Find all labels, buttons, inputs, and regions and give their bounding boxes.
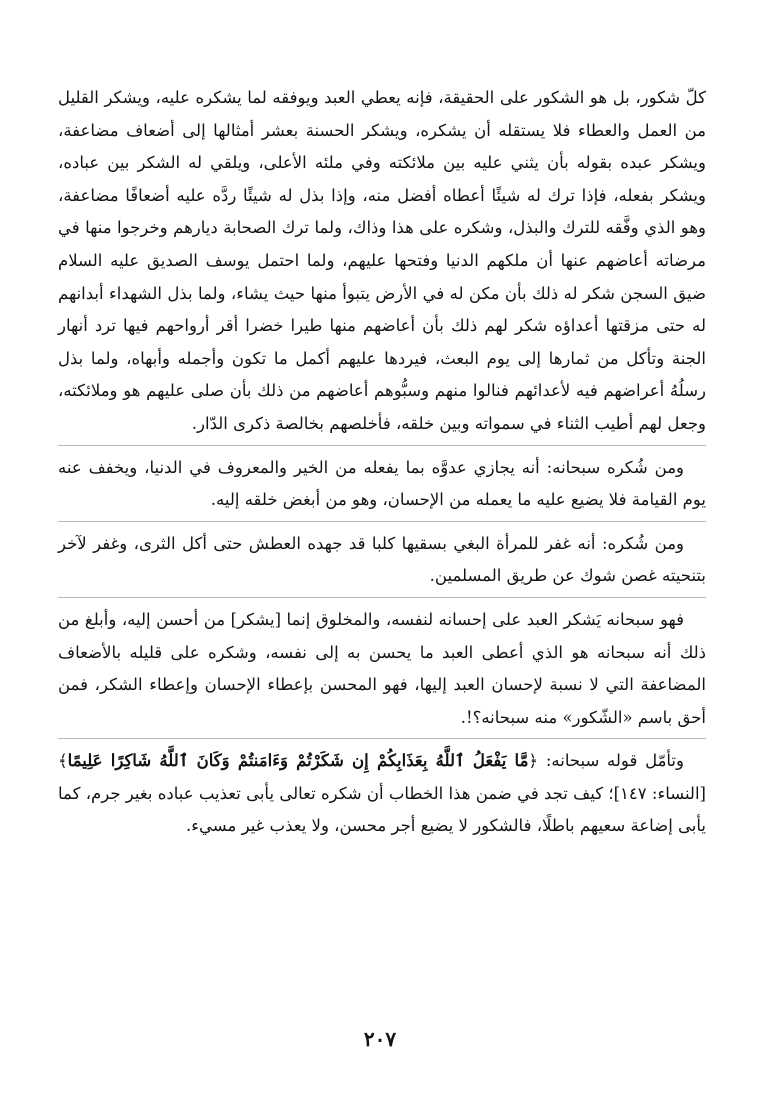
quran-bracket-close: ﴾ [58, 751, 68, 771]
paragraph-5 [58, 745, 706, 843]
paragraph-3: ومن شُكره: أنه غفر للمرأة البغي بسقيها كلبا قد جهده العطش حتى أكل الثرى، وغفر لآخر بتنحيته غصن شوك عن طريق المسلمين. [58, 533, 706, 586]
paragraph-5-intro: وتأمّل قوله سبحانه: [538, 751, 684, 771]
paragraph-divider [58, 445, 706, 446]
quran-bracket-open: ﴿ [528, 751, 539, 771]
paragraph-1: كلّ شكور، بل هو الشكور على الحقيقة، فإنه يعطي العبد ويوفقه لما يشكره عليه، ويشكر القليل من العمل والعطاء فلا يستقله أن يشكره، ويشكر الحسنة بعشر أمثالها إلى أضعاف مضاعفة، ويشكر عبده بقوله بأن يثني عليه بين ملائكته وفي ملئه الأعلى، ويلقي له الشكر بين عباده، ويشكر بفعله، فإذا ترك له شيئًا أعطاه أفضل منه، وإذا بذل له شيئًا ردَّه عليه أضعافًا مضاعفة، وهو الذي وفَّقه للترك والبذل، وشكره على هذا وذاك، ولما ترك الصحابة ديارهم وخرجوا منها في مرضاته أعاضهم عنها أن ملكهم الدنيا وفتحها عليهم، ولما احتمل يوسف الصديق عليه السلام ضيق السجن شكر له ذلك بأن مكن له في الأرض يتبوأ منها حيث يشاء، ولما بذل الشهداء أبدانهم له حتى مزقتها أعداؤه شكر لهم ذلك بأن أعاضهم منها طيرا خضرا أقر أرواحهم فيها ترد أنهار الجنة وتأكل من ثمارها إلى يوم البعث، فيردها عليهم أكمل ما تكون وأجمله وأبهاه، ولما بذل رسلُهُ أعراضهم فيه لأعدائهم فنالوا منهم وسبُّوهم أعاضهم من ذلك بأن صلى عليهم هو وملائكته، وجعل لهم أطيب الثناء في سمواته وبين خلقه، فأخلصهم بخالصة ذكرى الدّار. [58, 88, 706, 433]
page-number: ٢٠٧ [363, 1027, 397, 1051]
verse-citation: [النساء: ١٤٧] [613, 783, 706, 803]
paragraph-4: فهو سبحانه يَشكر العبد على إحسانه لنفسه، والمخلوق إنما [يشكر] من أحسن إليه، وأبلغ من ذلك أنه سبحانه هو الذي أعطى العبد ما يحسن به إلى نفسه، وشكره على قليله بالأضعاف المضاعفة التي لا نسبة لإحسان العبد إليها، فهو المحسن بإعطاء الإحسان وإعطاء الشكر، فمن أحق باسم «الشّكور» منه سبحانه؟!. [58, 609, 706, 727]
page-body [58, 82, 706, 843]
paragraph-divider [58, 738, 706, 739]
paragraph-5-rest: ؛ كيف تجد في ضمن هذا الخطاب أن شكره تعالى يأبى تعذيب عباده بغير جرم، كما يأبى إضاعة سعيهم باطلًا، فالشكور لا يضيع أجر محسن، ولا يعذب غير مسيء. [58, 783, 706, 836]
paragraph-2: ومن شُكره سبحانه: أنه يجازي عدوَّه بما يفعله من الخير والمعروف في الدنيا، ويخفف عنه يوم القيامة فلا يضيع عليه ما يعمله من الإحسان، وهو من أبغض خلقه إليه. [58, 457, 706, 510]
paragraph-divider [58, 597, 706, 598]
paragraph-divider [58, 521, 706, 522]
quran-verse: مَّا يَفْعَلُ ٱللَّهُ بِعَذَابِكُمْ إِن شَكَرْتُمْ وَءَامَنتُمْ وَكَانَ ٱللَّهُ شَاكِرًا عَلِيمًا [67, 751, 529, 771]
